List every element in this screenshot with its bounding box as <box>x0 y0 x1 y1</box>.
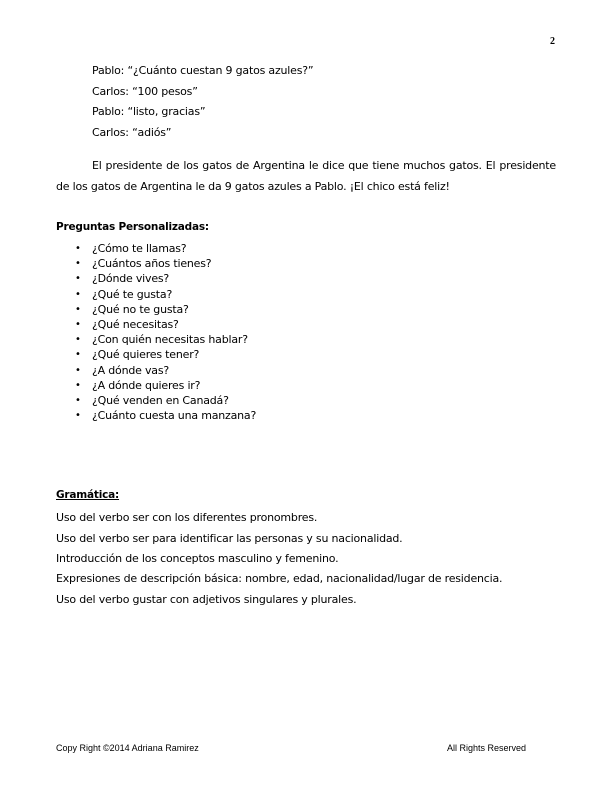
question-text: ¿Qué no te gusta? <box>92 302 189 316</box>
grammar-line: Introducción de los conceptos masculino y femenino. <box>56 552 339 566</box>
copyright-text: Copy Right ©2014 Adriana Ramirez <box>56 743 199 753</box>
question-item <box>56 271 556 286</box>
rights-text: All Rights Reserved <box>446 743 526 753</box>
bullet-icon: • <box>75 258 81 270</box>
bullet-icon: • <box>75 410 81 422</box>
dialogue <box>56 61 556 143</box>
question-item <box>56 378 556 393</box>
question-text: ¿A dónde quieres ir? <box>92 378 201 392</box>
question-item <box>56 408 556 423</box>
question-item <box>56 302 556 317</box>
story-paragraph: El presidente de los gatos de Argentina le dice que tiene muchos gatos. El presidente de los gatos de Argentina le da 9 gatos azules a Pablo. ¡El chico está feliz! <box>56 159 556 193</box>
dialogue-line: Pablo: “¿Cuánto cuestan 9 gatos azules?” <box>92 64 314 77</box>
bullet-icon: • <box>75 364 81 376</box>
document-body <box>56 61 556 610</box>
question-text: ¿Qué quieres tener? <box>92 348 200 362</box>
questions-list <box>56 241 556 423</box>
page-footer <box>56 743 526 753</box>
question-item <box>56 317 556 332</box>
bullet-icon: • <box>75 334 81 346</box>
question-text: ¿Cuántos años tienes? <box>92 257 212 271</box>
bullet-icon: • <box>75 303 81 315</box>
grammar-list <box>56 508 556 609</box>
question-text: ¿Con quién necesitas hablar? <box>92 333 248 347</box>
question-item <box>56 241 556 256</box>
grammar-line: Uso del verbo ser con los diferentes pronombres. <box>56 511 318 525</box>
grammar-heading: Gramática: <box>56 489 120 502</box>
grammar-line: Uso del verbo ser para identificar las personas y su nacionalidad. <box>56 531 403 545</box>
page-number: 2 <box>550 36 555 47</box>
bullet-icon: • <box>75 349 81 361</box>
grammar-line: Expresiones de descripción básica: nombre, edad, nacionalidad/lugar de residencia. <box>56 572 503 586</box>
dialogue-line: Carlos: “100 pesos” <box>92 84 198 98</box>
bullet-icon: • <box>75 243 81 254</box>
question-text: ¿Cuánto cuesta una manzana? <box>92 409 257 423</box>
question-item <box>56 363 556 378</box>
bullet-icon: • <box>75 379 81 391</box>
bullet-icon: • <box>75 319 81 331</box>
bullet-icon: • <box>75 395 81 407</box>
questions-heading: Preguntas Personalizadas: <box>56 221 209 233</box>
question-item <box>56 287 556 302</box>
grammar-line: Uso del verbo gustar con adjetivos singulares y plurales. <box>56 592 357 606</box>
bullet-icon: • <box>75 273 81 285</box>
dialogue-line: Carlos: “adiós” <box>92 125 172 139</box>
question-item <box>56 393 556 408</box>
question-text: ¿Qué te gusta? <box>92 287 173 301</box>
question-item <box>56 347 556 362</box>
question-item <box>56 332 556 347</box>
question-text: ¿Cómo te llamas? <box>92 242 187 255</box>
question-text: ¿Qué venden en Canadá? <box>92 394 229 408</box>
dialogue-line: Pablo: “listo, gracias” <box>92 105 206 118</box>
question-text: ¿Dónde vives? <box>92 272 170 286</box>
question-text: ¿A dónde vas? <box>92 363 170 377</box>
question-text: ¿Qué necesitas? <box>92 318 179 332</box>
question-item <box>56 256 556 271</box>
bullet-icon: • <box>75 288 81 300</box>
